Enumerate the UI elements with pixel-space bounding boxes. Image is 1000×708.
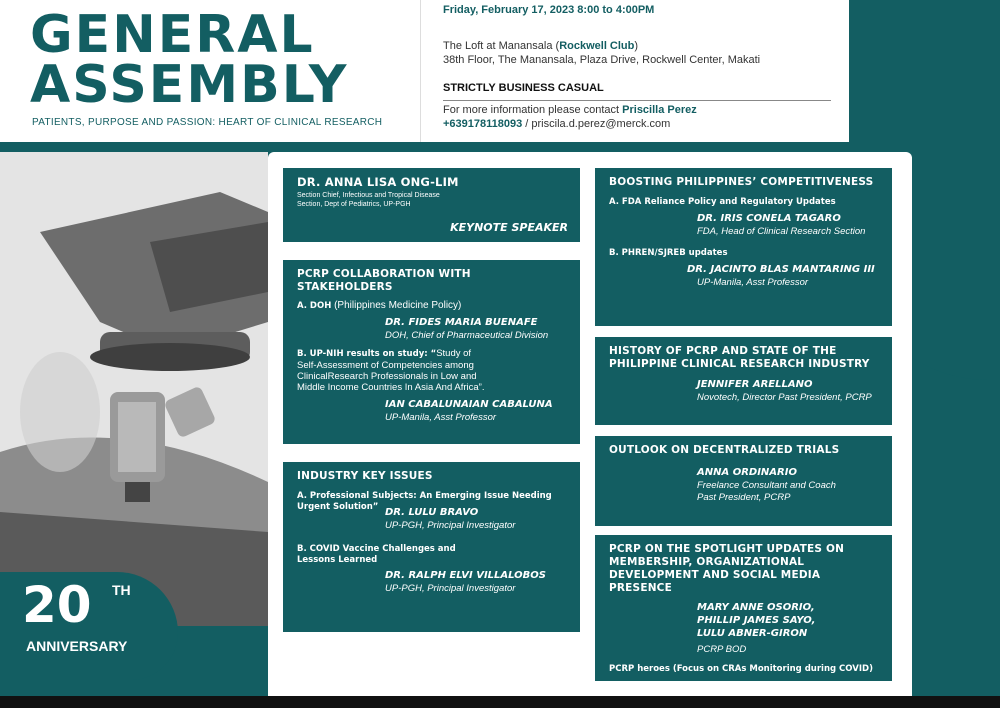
history-title: [609, 345, 878, 371]
spotlight-title-line-1: PCRP ON THE SPOTLIGHT UPDATES ON: [609, 543, 845, 555]
bottom-border: [0, 696, 1000, 708]
industry-a-line-2: Urgent Solution”: [297, 502, 379, 512]
history-title-line-2: PHILIPPINE CLINICAL RESEARCH INDUSTRY: [609, 358, 870, 370]
keynote-role-line-2: Section, Dept of Pediatrics, UP-PGH: [297, 201, 411, 208]
anniversary-label: ANNIVERSARY: [26, 638, 128, 654]
info-divider: [443, 100, 831, 101]
event-tagline: PATIENTS, PURPOSE AND PASSION: HEART OF CLINICAL RESEARCH: [32, 117, 383, 128]
contact-line: [443, 104, 697, 116]
outlook-speaker: ANNA ORDINARIO: [697, 467, 797, 478]
history-role: Novotech, Director Past President, PCRP: [697, 392, 872, 403]
industry-b-line-2: Lessons Learned: [297, 555, 378, 565]
spotlight-speaker-2: PHILLIP JAMES SAYO,: [697, 615, 816, 626]
collab-b-line-4: Middle Income Countries In Asia And Africa”.: [297, 382, 485, 393]
dress-code: STRICTLY BUSINESS CASUAL: [443, 82, 604, 94]
boosting-a-role: FDA, Head of Clinical Research Section: [697, 226, 866, 237]
microscope-photo: [0, 152, 268, 626]
boosting-b-role: UP-Manila, Asst Professor: [697, 277, 809, 288]
collab-b-speaker: IAN CABALUNAIAN CABALUNA: [385, 399, 553, 410]
event-info-panel: [420, 0, 849, 142]
industry-b-line-1: B. COVID Vaccine Challenges and: [297, 544, 456, 554]
history-speaker: JENNIFER ARELLANO: [697, 379, 813, 390]
spotlight-title-line-2: MEMBERSHIP, ORGANIZATIONAL: [609, 556, 805, 568]
outlook-role: [609, 480, 878, 504]
contact-phone: +639178118093: [443, 118, 523, 130]
microscope-illustration: [0, 152, 268, 626]
boosting-b-speaker: DR. JACINTO BLAS MANTARING III: [687, 264, 875, 275]
boosting-a-label: A. FDA Reliance Policy and Regulatory Updates: [609, 197, 836, 207]
collab-item-a: [297, 300, 566, 312]
spotlight-speaker-1: MARY ANNE OSORIO,: [697, 602, 815, 613]
collab-b-line-3: ClinicalResearch Professionals in Low and: [297, 371, 477, 382]
collab-b-role: UP-Manila, Asst Professor: [385, 412, 497, 423]
industry-box: [283, 462, 580, 632]
event-title: [30, 5, 349, 115]
collab-title: PCRP COLLABORATION WITH STAKEHOLDERS: [297, 268, 471, 293]
collab-box: [283, 260, 580, 444]
anniversary-number: 20: [22, 576, 92, 634]
title-line-2: ASSEMBLY: [30, 55, 349, 115]
venue-suffix: ): [634, 40, 639, 52]
collab-a-speaker: DR. FIDES MARIA BUENAFE: [385, 317, 538, 328]
anniversary-badge: [0, 572, 178, 680]
collab-b-line-2: Self-Assessment of Competencies among: [297, 360, 474, 371]
industry-b-speaker: DR. RALPH ELVI VILLALOBOS: [385, 570, 547, 581]
keynote-role: [297, 191, 566, 209]
industry-item-b: [297, 544, 566, 566]
spotlight-heroes: PCRP heroes (Focus on CRAs Monitoring during COVID): [609, 664, 873, 674]
outlook-box: [595, 436, 892, 526]
anniversary-suffix: TH: [112, 582, 131, 598]
history-title-line-1: HISTORY OF PCRP AND STATE OF THE: [609, 345, 837, 357]
spotlight-title-line-3: DEVELOPMENT AND SOCIAL MEDIA PRESENCE: [609, 569, 821, 594]
boosting-title: BOOSTING PHILIPPINES’ COMPETITIVENESS: [609, 176, 874, 188]
collab-a-role: DOH, Chief of Pharmaceutical Division: [385, 330, 549, 341]
industry-b-role: UP-PGH, Principal Investigator: [385, 583, 516, 594]
keynote-name: DR. ANNA LISA ONG-LIM: [297, 175, 459, 189]
collab-b-label: B. UP-NIH results on study: “: [297, 349, 437, 359]
industry-title: INDUSTRY KEY ISSUES: [297, 470, 433, 482]
collab-a-detail: (Philippines Medicine Policy): [331, 300, 462, 311]
collab-item-b: [297, 348, 566, 393]
contact-prefix: For more information please contact: [443, 104, 623, 116]
venue-club: Rockwell Club: [559, 40, 635, 52]
event-address: 38th Floor, The Manansala, Plaza Drive, Rockwell Center, Makati: [443, 54, 761, 66]
title-line-1: GENERAL: [30, 5, 315, 65]
boosting-a-speaker: DR. IRIS CONELA TAGARO: [697, 213, 841, 224]
outlook-role-line-2: Past President, PCRP: [697, 492, 791, 503]
spotlight-box: [595, 535, 892, 681]
spotlight-speakers: [609, 601, 878, 640]
boosting-box: [595, 168, 892, 326]
spotlight-speaker-3: LULU ABNER-GIRON: [697, 628, 808, 639]
boosting-b-label: B. PHREN/SJREB updates: [609, 248, 728, 258]
keynote-box: [283, 168, 580, 242]
collab-b-line-1: Study of: [436, 348, 472, 359]
contact-email: / priscila.d.perez@merck.com: [522, 118, 671, 130]
keynote-role-line-1: Section Chief, Infectious and Tropical Disease: [297, 192, 440, 199]
venue-prefix: The Loft at Manansala (: [443, 40, 560, 52]
outlook-role-line-1: Freelance Consultant and Coach: [697, 480, 836, 491]
spotlight-role: PCRP BOD: [697, 644, 747, 655]
contact-details: [443, 118, 670, 130]
keynote-label: KEYNOTE SPEAKER: [450, 221, 568, 234]
outlook-title: OUTLOOK ON DECENTRALIZED TRIALS: [609, 444, 840, 456]
collab-a-label: A. DOH: [297, 301, 332, 311]
history-box: [595, 337, 892, 425]
event-date-time: Friday, February 17, 2023 8:00 to 4:00PM: [443, 4, 655, 16]
event-venue: [443, 40, 638, 52]
contact-name: Priscilla Perez: [622, 104, 697, 116]
industry-a-speaker: DR. LULU BRAVO: [385, 507, 479, 518]
spotlight-title: [609, 543, 878, 595]
industry-a-line-1: A. Professional Subjects: An Emerging Issue Needing: [297, 491, 552, 501]
industry-a-role: UP-PGH, Principal Investigator: [385, 520, 516, 531]
